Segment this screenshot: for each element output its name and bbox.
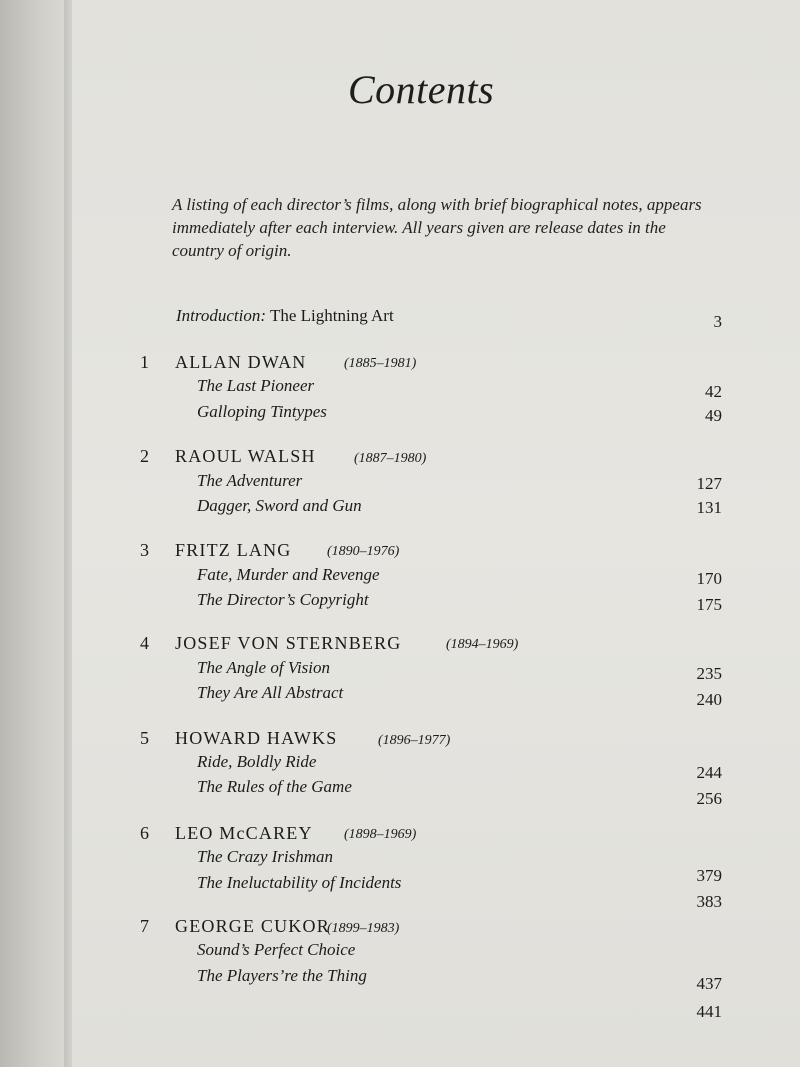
chapter-1-entry-2-title: Galloping Tintypes (197, 402, 327, 421)
chapter-2-entry-2-page: 131 (696, 498, 722, 517)
chapter-4-entry-2-title: They Are All Abstract (197, 683, 344, 702)
chapter-2-entry-2-title: Dagger, Sword and Gun (197, 496, 362, 515)
chapter-6-years: (1898–1969) (344, 827, 417, 842)
introduction-page-number: 3 (713, 312, 722, 331)
chapter-1-entry-1-page: 42 (705, 382, 722, 401)
chapter-4-director: JOSEF VON STERNBERG (175, 633, 402, 653)
chapter-1-director: ALLAN DWAN (175, 352, 307, 372)
chapter-7-years: (1899–1983) (327, 921, 400, 936)
chapter-5-number: 5 (140, 728, 149, 748)
chapter-1-number: 1 (140, 352, 149, 372)
chapter-7-number: 7 (140, 916, 149, 936)
chapter-4-entry-1-page: 235 (696, 664, 722, 683)
chapter-6-entry-2-title: The Ineluctability of Incidents (197, 873, 402, 892)
introduction-title: The Lightning Art (269, 306, 394, 325)
chapter-2-years: (1887–1980) (354, 451, 427, 466)
chapter-3-entry-1-title: Fate, Murder and Revenge (197, 565, 380, 584)
chapter-3-entry-1-page: 170 (696, 569, 722, 588)
chapter-5-entry-2-page: 256 (696, 789, 722, 808)
chapter-3-years: (1890–1976) (327, 544, 400, 559)
chapter-6-entry-1-title: The Crazy Irishman (197, 847, 334, 866)
chapter-5-years: (1896–1977) (378, 733, 451, 748)
chapter-2-entry-1-title: The Adventurer (197, 471, 303, 490)
chapter-1-entry-1-title: The Last Pioneer (197, 376, 315, 395)
chapter-4-years: (1894–1969) (446, 637, 519, 652)
page-title: Contents (348, 67, 495, 112)
chapter-4-entry-1-title: The Angle of Vision (197, 658, 331, 677)
chapter-7-entry-1-title: Sound’s Perfect Choice (197, 940, 356, 959)
chapter-6-director: LEO McCAREY (175, 823, 313, 843)
chapter-4-entry-2-page: 240 (696, 690, 722, 709)
chapter-7-entry-1-page: 437 (696, 974, 722, 993)
introductory-note: A listing of each director’s films, along with brief biographical notes, appears immediately after each interview. All years given are release dates in the country of origin. (172, 195, 702, 260)
chapter-7-director: GEORGE CUKOR (175, 916, 330, 936)
chapter-5-director: HOWARD HAWKS (175, 728, 338, 748)
chapter-5-entry-1-page: 244 (696, 763, 722, 782)
chapter-3-entry-2-title: The Director’s Copyright (197, 590, 369, 609)
introduction-entry (176, 306, 394, 326)
chapter-2-number: 2 (140, 446, 149, 466)
chapter-1-years: (1885–1981) (344, 356, 417, 371)
book-gutter (0, 0, 72, 1067)
chapter-3-entry-2-page: 175 (696, 595, 722, 614)
chapter-6-number: 6 (140, 823, 149, 843)
chapter-3-number: 3 (140, 540, 149, 560)
introduction-label: Introduction: (176, 306, 267, 325)
chapter-6-entry-2-page: 383 (696, 892, 722, 911)
chapter-2-entry-1-page: 127 (696, 474, 722, 493)
chapter-7-entry-2-title: The Players’re the Thing (197, 966, 367, 985)
chapter-7-entry-2-page: 441 (696, 1002, 722, 1021)
chapter-5-entry-1-title: Ride, Boldly Ride (197, 752, 317, 771)
chapter-4-number: 4 (140, 633, 149, 653)
chapter-1-entry-2-page: 49 (705, 406, 722, 425)
chapter-3-director: FRITZ LANG (175, 540, 292, 560)
chapter-6-entry-1-page: 379 (696, 866, 722, 885)
chapter-2-director: RAOUL WALSH (175, 446, 316, 466)
chapter-5-entry-2-title: The Rules of the Game (197, 777, 352, 796)
